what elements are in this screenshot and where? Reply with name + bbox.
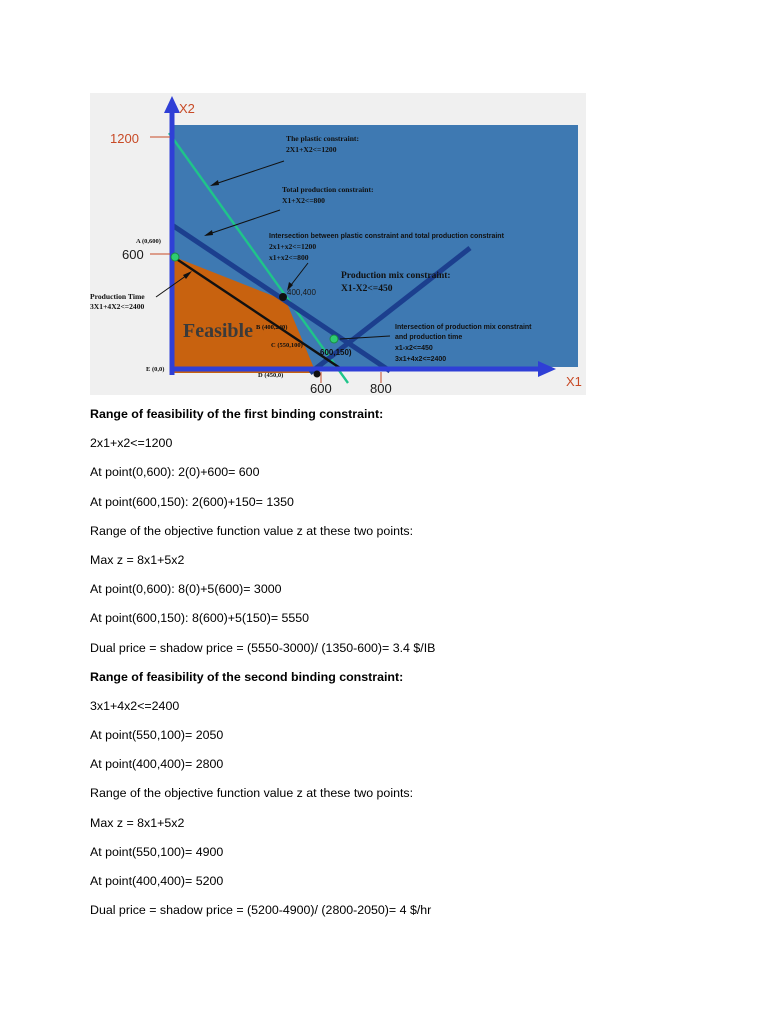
plastic-title: The plastic constraint: [286, 134, 359, 143]
intersect2-title1: Intersection of production mix constraint [395, 324, 532, 331]
intersect1-eq1: 2x1+x2<=1200 [269, 242, 317, 251]
text-line: Range of the objective function value z at these two points: [90, 523, 414, 538]
text-line: At point(550,100)= 4900 [90, 844, 224, 859]
point-b-label: B (400,240) [256, 324, 288, 331]
text-line: At point(550,100)= 2050 [90, 728, 224, 743]
x-axis-label: X1 [566, 374, 582, 389]
text-line: 2x1+x2<=1200 [90, 436, 173, 451]
point-400-400-label: 400,400 [287, 288, 316, 297]
intersect2-eq2: 3x1+4x2<=2400 [395, 356, 447, 363]
total-title: Total production constraint: [282, 185, 374, 194]
document-body [90, 405, 710, 930]
text-line: Max z = 8x1+5x2 [90, 552, 185, 567]
text-line: Range of the objective function value z at these two points: [90, 786, 414, 801]
text-line: Dual price = shadow price = (5550-3000)/ (1350-600)= 3.4 $/IB [90, 640, 436, 655]
text-line: 3x1+4x2<=2400 [90, 698, 180, 713]
text-line: Max z = 8x1+5x2 [90, 815, 185, 830]
vertex-a-marker [171, 253, 179, 261]
intersect2-eq1: x1-x2<=450 [395, 345, 433, 352]
tick-800-x: 800 [370, 381, 392, 395]
tick-1200: 1200 [110, 131, 139, 146]
tick-600-y: 600 [122, 247, 144, 262]
text-line: At point(0,600): 8(0)+5(600)= 3000 [90, 582, 282, 597]
vertex-c-marker [314, 371, 321, 378]
text-line: At point(400,400)= 2800 [90, 757, 224, 772]
text-line: At point(600,150): 2(600)+150= 1350 [90, 494, 294, 509]
intersect1-title: Intersection between plastic constraint and total production constraint [269, 233, 504, 240]
prodtime-title: Production Time [90, 292, 145, 301]
vertex-400-400-marker [279, 293, 287, 301]
text-line: At point(0,600): 2(0)+600= 600 [90, 465, 260, 480]
text-line: At point(400,400)= 5200 [90, 874, 224, 888]
total-equation: X1+X2<=800 [282, 196, 325, 205]
point-e-label: E (0,0) [146, 366, 165, 373]
intersect1-eq2: x1+x2<=800 [269, 253, 309, 262]
vertex-600-150-marker [330, 335, 338, 343]
y-axis-label: X2 [179, 101, 195, 116]
lp-graph-figure [90, 93, 586, 395]
intersect2-title2: and production time [395, 334, 463, 341]
mix-equation: X1-X2<=450 [341, 284, 393, 294]
prodtime-equation: 3X1+4X2<=2400 [90, 302, 145, 311]
tick-600-x: 600 [310, 381, 332, 395]
point-c-label: C (550,100) [271, 342, 303, 349]
plastic-equation: 2X1+X2<=1200 [286, 145, 337, 154]
point-a-label: A (0,600) [136, 238, 161, 245]
text-line: Dual price = shadow price = (5200-4900)/ (2800-2050)= 4 $/hr [90, 903, 432, 918]
text-line: At point(600,150): 8(600)+5(150)= 5550 [90, 611, 310, 626]
section-heading: Range of feasibility of the second binding constraint: [90, 669, 404, 684]
point-600-150-label: 600,150) [320, 348, 352, 357]
point-d-label: D (450,0) [258, 372, 284, 379]
mix-title: Production mix constraint: [341, 271, 451, 281]
feasible-label: Feasible [183, 320, 253, 342]
section-heading: Range of feasibility of the first binding constraint: [90, 407, 384, 421]
